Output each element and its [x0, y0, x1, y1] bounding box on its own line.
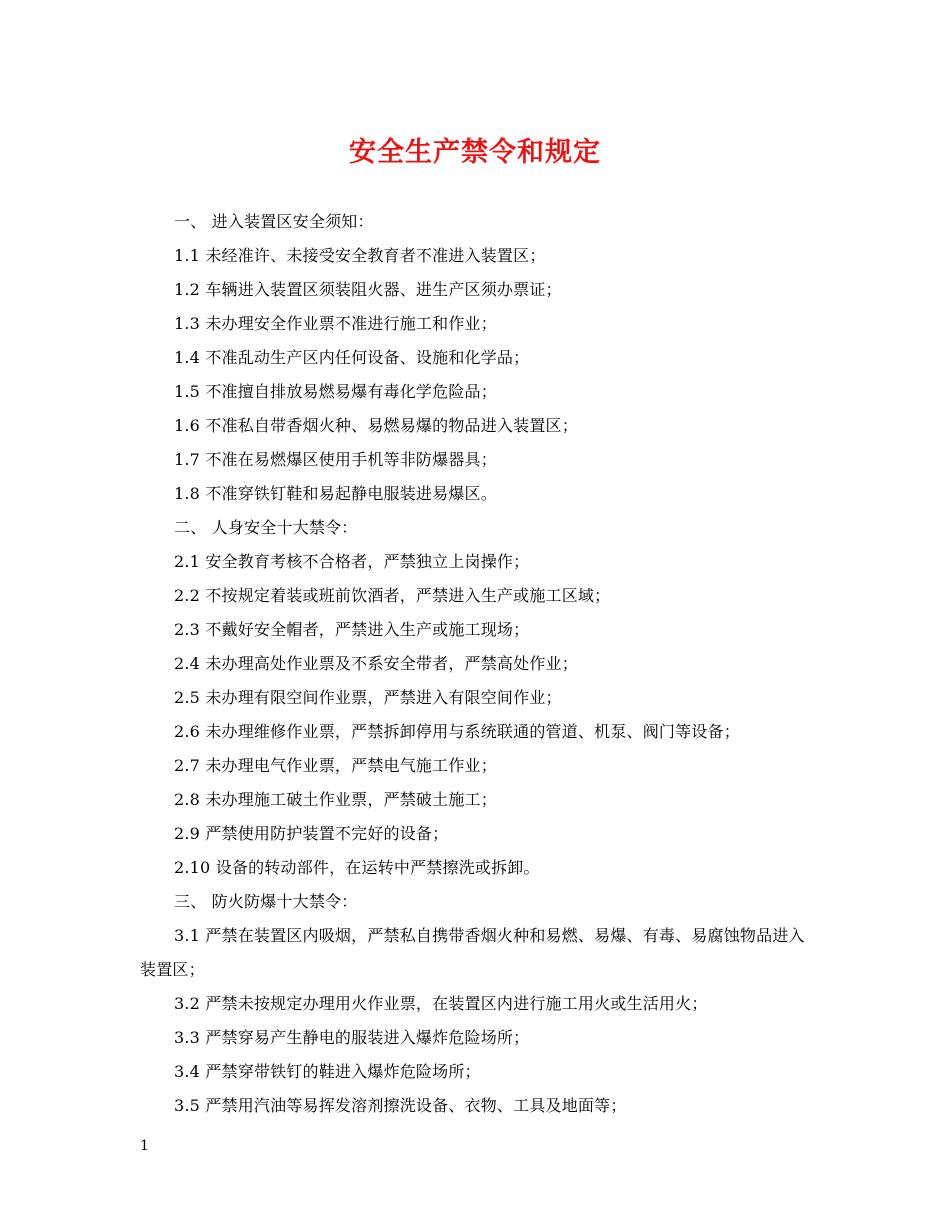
rule-item: 1.5 不准擅自排放易燃易爆有毒化学危险品；	[174, 382, 497, 401]
rule-item: 2.5 未办理有限空间作业票，严禁进入有限空间作业；	[174, 688, 562, 707]
rule-item: 2.3 不戴好安全帽者，严禁进入生产或施工现场；	[174, 620, 530, 639]
rule-item: 3.1 严禁在装置区内吸烟，严禁私自携带香烟火种和易燃、易爆、有毒、易腐蚀物品进入装置区；	[140, 926, 805, 979]
rule-item: 3.2 严禁未按规定办理用火作业票，在装置区内进行施工用火或生活用火；	[174, 994, 708, 1013]
section-heading-2: 二、 人身安全十大禁令：	[174, 518, 358, 537]
rule-item: 1.1 未经准许、未接受安全教育者不准进入装置区；	[174, 246, 546, 265]
rule-item: 3.4 严禁穿带铁钉的鞋进入爆炸危险场所；	[174, 1062, 481, 1081]
rule-item: 3.3 严禁穿易产生静电的服装进入爆炸危险场所；	[174, 1028, 530, 1047]
rule-item: 2.9 严禁使用防护装置不完好的设备；	[174, 824, 449, 843]
rule-item: 2.8 未办理施工破土作业票，严禁破土施工；	[174, 790, 497, 809]
rule-item: 1.2 车辆进入装置区须装阻火器、进生产区须办票证；	[174, 280, 562, 299]
rule-item: 1.3 未办理安全作业票不准进行施工和作业；	[174, 314, 497, 333]
rule-item: 1.8 不准穿铁钉鞋和易起静电服装进易爆区。	[174, 484, 497, 503]
rule-item: 2.6 未办理维修作业票，严禁拆卸停用与系统联通的管道、机泵、阀门等设备；	[174, 722, 740, 741]
rule-item: 3.5 严禁用汽油等易挥发溶剂擦洗设备、衣物、工具及地面等；	[174, 1096, 627, 1115]
document-title: 安全生产禁令和规定	[349, 137, 601, 168]
page-number: 1	[140, 1138, 149, 1154]
rule-item: 2.10 设备的转动部件，在运转中严禁擦洗或拆卸。	[174, 858, 540, 877]
rule-item: 2.7 未办理电气作业票，严禁电气施工作业；	[174, 756, 497, 775]
section-heading-3: 三、 防火防爆十大禁令：	[174, 892, 358, 911]
rule-item: 1.4 不准乱动生产区内任何设备、设施和化学品；	[174, 348, 530, 367]
rule-item: 1.7 不准在易燃爆区使用手机等非防爆器具；	[174, 450, 497, 469]
rule-item: 2.1 安全教育考核不合格者，严禁独立上岗操作；	[174, 552, 530, 571]
rule-item: 1.6 不准私自带香烟火种、易燃易爆的物品进入装置区；	[174, 416, 578, 435]
rule-item: 2.2 不按规定着装或班前饮酒者，严禁进入生产或施工区域；	[174, 586, 611, 605]
document-body	[140, 205, 815, 1123]
rule-item: 2.4 未办理高处作业票及不系安全带者，严禁高处作业；	[174, 654, 578, 673]
section-heading-1: 一、 进入装置区安全须知：	[174, 212, 374, 231]
